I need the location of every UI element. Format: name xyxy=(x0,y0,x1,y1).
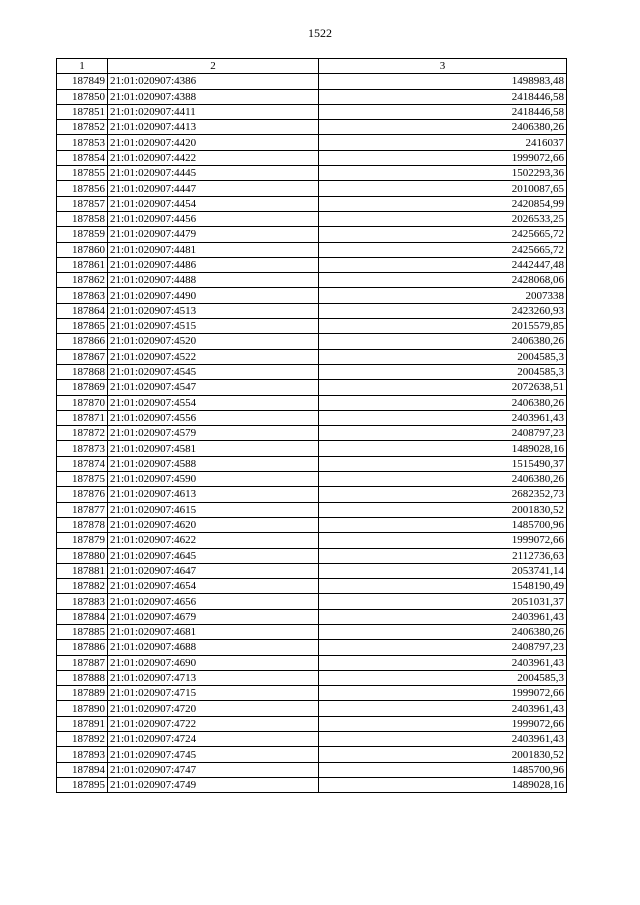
table-row xyxy=(57,762,567,777)
table-row xyxy=(57,135,567,150)
cadastral-number-cell: 21:01:020907:4681 xyxy=(108,624,319,639)
cadastral-value-cell: 1489028,16 xyxy=(319,441,567,456)
table-row xyxy=(57,104,567,119)
row-number-cell: 187856 xyxy=(57,181,108,196)
cadastral-value-cell: 1999072,66 xyxy=(319,716,567,731)
table-row xyxy=(57,410,567,425)
table-row xyxy=(57,441,567,456)
row-number-cell: 187854 xyxy=(57,150,108,165)
cadastral-value-cell: 2420854,99 xyxy=(319,196,567,211)
cadastral-number-cell: 21:01:020907:4579 xyxy=(108,426,319,441)
cadastral-number-cell: 21:01:020907:4679 xyxy=(108,609,319,624)
row-number-cell: 187871 xyxy=(57,410,108,425)
cadastral-value-cell: 2004585,3 xyxy=(319,364,567,379)
row-number-cell: 187863 xyxy=(57,288,108,303)
table-body xyxy=(57,74,567,793)
row-number-cell: 187883 xyxy=(57,594,108,609)
row-number-cell: 187878 xyxy=(57,517,108,532)
cadastral-number-cell: 21:01:020907:4720 xyxy=(108,701,319,716)
row-number-cell: 187850 xyxy=(57,89,108,104)
table-row xyxy=(57,487,567,502)
table-row xyxy=(57,579,567,594)
table-row xyxy=(57,609,567,624)
cadastral-number-cell: 21:01:020907:4413 xyxy=(108,120,319,135)
row-number-cell: 187887 xyxy=(57,655,108,670)
cadastral-number-cell: 21:01:020907:4422 xyxy=(108,150,319,165)
cadastral-number-cell: 21:01:020907:4713 xyxy=(108,670,319,685)
cadastral-value-cell: 2015579,85 xyxy=(319,319,567,334)
table-row xyxy=(57,533,567,548)
cadastral-number-cell: 21:01:020907:4645 xyxy=(108,548,319,563)
cadastral-value-cell: 2403961,43 xyxy=(319,609,567,624)
cadastral-number-cell: 21:01:020907:4445 xyxy=(108,166,319,181)
cadastral-number-cell: 21:01:020907:4615 xyxy=(108,502,319,517)
row-number-cell: 187895 xyxy=(57,777,108,792)
row-number-cell: 187870 xyxy=(57,395,108,410)
row-number-cell: 187880 xyxy=(57,548,108,563)
row-number-cell: 187877 xyxy=(57,502,108,517)
cadastral-value-cell: 2406380,26 xyxy=(319,120,567,135)
cadastral-number-cell: 21:01:020907:4545 xyxy=(108,364,319,379)
cadastral-value-cell: 2051031,37 xyxy=(319,594,567,609)
table-row xyxy=(57,563,567,578)
cadastral-number-cell: 21:01:020907:4654 xyxy=(108,579,319,594)
table-row xyxy=(57,716,567,731)
row-number-cell: 187881 xyxy=(57,563,108,578)
cadastral-value-cell: 2001830,52 xyxy=(319,747,567,762)
row-number-cell: 187867 xyxy=(57,349,108,364)
cadastral-number-cell: 21:01:020907:4479 xyxy=(108,227,319,242)
row-number-cell: 187859 xyxy=(57,227,108,242)
cadastral-number-cell: 21:01:020907:4556 xyxy=(108,410,319,425)
table-row xyxy=(57,196,567,211)
cadastral-value-cell: 2406380,26 xyxy=(319,334,567,349)
cadastral-number-cell: 21:01:020907:4522 xyxy=(108,349,319,364)
row-number-cell: 187864 xyxy=(57,303,108,318)
cadastral-number-cell: 21:01:020907:4581 xyxy=(108,441,319,456)
table-row xyxy=(57,732,567,747)
cadastral-value-cell: 2406380,26 xyxy=(319,624,567,639)
table-row xyxy=(57,334,567,349)
cadastral-value-cell: 2408797,23 xyxy=(319,640,567,655)
row-number-cell: 187876 xyxy=(57,487,108,502)
row-number-cell: 187886 xyxy=(57,640,108,655)
table-header xyxy=(57,59,567,74)
table-row xyxy=(57,655,567,670)
cadastral-value-cell: 2403961,43 xyxy=(319,732,567,747)
row-number-cell: 187890 xyxy=(57,701,108,716)
table-row xyxy=(57,624,567,639)
cadastral-number-cell: 21:01:020907:4620 xyxy=(108,517,319,532)
cadastral-value-cell: 2418446,58 xyxy=(319,104,567,119)
column-header-value: 3 xyxy=(319,59,567,74)
cadastral-number-cell: 21:01:020907:4515 xyxy=(108,319,319,334)
row-number-cell: 187858 xyxy=(57,211,108,226)
cadastral-value-cell: 2428068,06 xyxy=(319,273,567,288)
cadastral-value-cell: 2425665,72 xyxy=(319,227,567,242)
table-row xyxy=(57,120,567,135)
row-number-cell: 187849 xyxy=(57,74,108,89)
cadastral-value-cell: 2403961,43 xyxy=(319,701,567,716)
row-number-cell: 187874 xyxy=(57,456,108,471)
cadastral-number-cell: 21:01:020907:4486 xyxy=(108,257,319,272)
row-number-cell: 187892 xyxy=(57,732,108,747)
cadastral-number-cell: 21:01:020907:4590 xyxy=(108,472,319,487)
row-number-cell: 187866 xyxy=(57,334,108,349)
row-number-cell: 187875 xyxy=(57,472,108,487)
cadastral-value-cell: 2425665,72 xyxy=(319,242,567,257)
cadastral-number-cell: 21:01:020907:4411 xyxy=(108,104,319,119)
row-number-cell: 187857 xyxy=(57,196,108,211)
cadastral-value-cell: 2010087,65 xyxy=(319,181,567,196)
row-number-cell: 187882 xyxy=(57,579,108,594)
cadastral-number-cell: 21:01:020907:4656 xyxy=(108,594,319,609)
table-row xyxy=(57,686,567,701)
table-row xyxy=(57,349,567,364)
table-row xyxy=(57,181,567,196)
cadastral-number-cell: 21:01:020907:4386 xyxy=(108,74,319,89)
table-row xyxy=(57,747,567,762)
cadastral-value-cell: 2072638,51 xyxy=(319,380,567,395)
table-row xyxy=(57,364,567,379)
cadastral-value-cell: 2442447,48 xyxy=(319,257,567,272)
row-number-cell: 187894 xyxy=(57,762,108,777)
page-number: 1522 xyxy=(308,26,332,40)
cadastral-number-cell: 21:01:020907:4447 xyxy=(108,181,319,196)
table-row xyxy=(57,517,567,532)
row-number-cell: 187885 xyxy=(57,624,108,639)
cadastral-number-cell: 21:01:020907:4622 xyxy=(108,533,319,548)
cadastral-value-table xyxy=(56,58,567,793)
cadastral-value-cell: 2403961,43 xyxy=(319,655,567,670)
row-number-cell: 187884 xyxy=(57,609,108,624)
cadastral-number-cell: 21:01:020907:4690 xyxy=(108,655,319,670)
cadastral-value-cell: 1485700,96 xyxy=(319,517,567,532)
table-row xyxy=(57,395,567,410)
row-number-cell: 187862 xyxy=(57,273,108,288)
cadastral-number-cell: 21:01:020907:4456 xyxy=(108,211,319,226)
table-row xyxy=(57,227,567,242)
cadastral-number-cell: 21:01:020907:4454 xyxy=(108,196,319,211)
table-row xyxy=(57,288,567,303)
table-row xyxy=(57,426,567,441)
cadastral-value-cell: 1498983,48 xyxy=(319,74,567,89)
table-row xyxy=(57,502,567,517)
cadastral-value-cell: 1502293,36 xyxy=(319,166,567,181)
table-row xyxy=(57,548,567,563)
row-number-cell: 187893 xyxy=(57,747,108,762)
row-number-cell: 187852 xyxy=(57,120,108,135)
cadastral-value-cell: 1485700,96 xyxy=(319,762,567,777)
cadastral-number-cell: 21:01:020907:4547 xyxy=(108,380,319,395)
cadastral-number-cell: 21:01:020907:4745 xyxy=(108,747,319,762)
cadastral-value-cell: 1999072,66 xyxy=(319,686,567,701)
header-row xyxy=(57,59,567,74)
cadastral-number-cell: 21:01:020907:4747 xyxy=(108,762,319,777)
cadastral-number-cell: 21:01:020907:4513 xyxy=(108,303,319,318)
cadastral-value-cell: 1999072,66 xyxy=(319,533,567,548)
table-row xyxy=(57,89,567,104)
cadastral-number-cell: 21:01:020907:4715 xyxy=(108,686,319,701)
cadastral-value-cell: 2406380,26 xyxy=(319,395,567,410)
cadastral-value-cell: 1515490,37 xyxy=(319,456,567,471)
cadastral-value-cell: 2026533,25 xyxy=(319,211,567,226)
cadastral-number-cell: 21:01:020907:4420 xyxy=(108,135,319,150)
row-number-cell: 187860 xyxy=(57,242,108,257)
cadastral-value-cell: 2408797,23 xyxy=(319,426,567,441)
cadastral-value-cell: 2001830,52 xyxy=(319,502,567,517)
cadastral-value-cell: 1999072,66 xyxy=(319,150,567,165)
row-number-cell: 187853 xyxy=(57,135,108,150)
cadastral-number-cell: 21:01:020907:4749 xyxy=(108,777,319,792)
table-row xyxy=(57,472,567,487)
row-number-cell: 187891 xyxy=(57,716,108,731)
cadastral-number-cell: 21:01:020907:4388 xyxy=(108,89,319,104)
cadastral-value-cell: 2112736,63 xyxy=(319,548,567,563)
row-number-cell: 187888 xyxy=(57,670,108,685)
row-number-cell: 187868 xyxy=(57,364,108,379)
cadastral-value-cell: 2406380,26 xyxy=(319,472,567,487)
table-row xyxy=(57,74,567,89)
cadastral-value-cell: 2007338 xyxy=(319,288,567,303)
cadastral-value-cell: 2403961,43 xyxy=(319,410,567,425)
cadastral-value-cell: 2682352,73 xyxy=(319,487,567,502)
cadastral-value-cell: 1489028,16 xyxy=(319,777,567,792)
table-row xyxy=(57,166,567,181)
cadastral-number-cell: 21:01:020907:4554 xyxy=(108,395,319,410)
column-header-number: 1 xyxy=(57,59,108,74)
cadastral-number-cell: 21:01:020907:4488 xyxy=(108,273,319,288)
table-row xyxy=(57,257,567,272)
row-number-cell: 187865 xyxy=(57,319,108,334)
table-row xyxy=(57,380,567,395)
cadastral-number-cell: 21:01:020907:4490 xyxy=(108,288,319,303)
table-row xyxy=(57,670,567,685)
table-row xyxy=(57,777,567,792)
table-row xyxy=(57,150,567,165)
cadastral-value-cell: 2423260,93 xyxy=(319,303,567,318)
table-row xyxy=(57,640,567,655)
row-number-cell: 187851 xyxy=(57,104,108,119)
table-row xyxy=(57,594,567,609)
column-header-cadastral-id: 2 xyxy=(108,59,319,74)
table-row xyxy=(57,211,567,226)
table-row xyxy=(57,303,567,318)
row-number-cell: 187879 xyxy=(57,533,108,548)
row-number-cell: 187855 xyxy=(57,166,108,181)
cadastral-value-cell: 2053741,14 xyxy=(319,563,567,578)
row-number-cell: 187872 xyxy=(57,426,108,441)
row-number-cell: 187873 xyxy=(57,441,108,456)
table-row xyxy=(57,273,567,288)
cadastral-value-cell: 2004585,3 xyxy=(319,670,567,685)
cadastral-number-cell: 21:01:020907:4647 xyxy=(108,563,319,578)
cadastral-number-cell: 21:01:020907:4724 xyxy=(108,732,319,747)
cadastral-number-cell: 21:01:020907:4588 xyxy=(108,456,319,471)
cadastral-value-cell: 2416037 xyxy=(319,135,567,150)
cadastral-value-cell: 1548190,49 xyxy=(319,579,567,594)
row-number-cell: 187889 xyxy=(57,686,108,701)
row-number-cell: 187869 xyxy=(57,380,108,395)
cadastral-number-cell: 21:01:020907:4481 xyxy=(108,242,319,257)
table-row xyxy=(57,701,567,716)
table-row xyxy=(57,456,567,471)
cadastral-number-cell: 21:01:020907:4688 xyxy=(108,640,319,655)
cadastral-number-cell: 21:01:020907:4722 xyxy=(108,716,319,731)
cadastral-number-cell: 21:01:020907:4520 xyxy=(108,334,319,349)
table-row xyxy=(57,319,567,334)
cadastral-value-cell: 2418446,58 xyxy=(319,89,567,104)
cadastral-number-cell: 21:01:020907:4613 xyxy=(108,487,319,502)
table-row xyxy=(57,242,567,257)
cadastral-value-cell: 2004585,3 xyxy=(319,349,567,364)
row-number-cell: 187861 xyxy=(57,257,108,272)
